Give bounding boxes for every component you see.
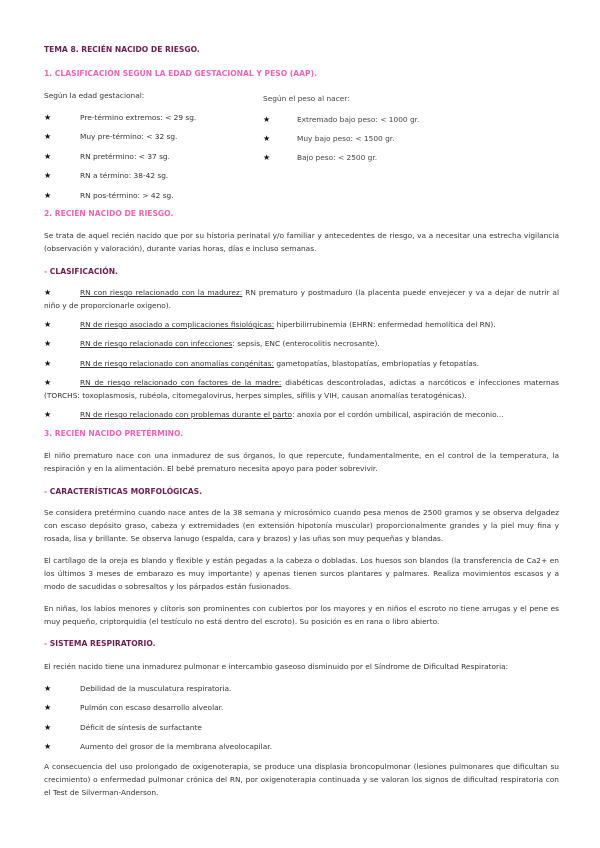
list-item [44,337,559,350]
list-item [44,408,559,421]
risk-text: gametopatías, blastopatías, embriopatías y fetopatías. [274,359,479,368]
star-bullet-icon: ★ [44,288,52,297]
list-item-text: RN pretérmino: < 37 sg. [80,152,170,161]
list-item [263,151,377,164]
list-item-text: Bajo peso: < 2500 gr. [297,153,378,162]
morphology-paragraph-3: En niñas, los labios menores y clítoris son prominentes con cubiertos por los mayores y en niños el escroto no tiene arrugas y el pene es muy pequeño, criptorquidia (el testículo no está dentro del escroto). Su posición es en rana o libro abierto. [44,604,559,626]
risk-text: : anoxia por el cordón umbilical, aspiración de meconio... [292,410,504,419]
list-item [44,318,559,331]
list-item [44,150,170,163]
risk-label: RN de riesgo asociado a complicaciones fisiológicas: [80,320,275,329]
star-bullet-icon: ★ [44,684,52,693]
list-item-text: Déficit de síntesis de surfactante [80,723,202,732]
risk-text: diabéticas descontroladas, adictas a narcóticos e infecciones maternas (TORCHS: toxoplasmosis, rubéola, citomegalovirus, herpes simples, sífilis y VIH, causan anomalías teratogénicas). [44,378,560,400]
risk-label: RN de riesgo relacionado con factores de la madre: [80,378,282,387]
list-item-text: Extremado bajo peso: < 1000 gr. [297,115,420,124]
star-bullet-icon: ★ [44,191,52,200]
list-item-text: Muy pre-término: < 32 sg. [80,132,178,141]
section-3-intro: El niño prematuro nace con una inmadurez de sus órganos, lo que repercute, fundamentalmente, en el control de la temperatura, la respiración y en la alimentación. El bebé prematuro necesita apoyo para poder sobrevivir. [44,451,559,473]
list-item [44,376,559,402]
morphology-heading: - CARACTERÍSTICAS MORFOLÓGICAS. [44,487,203,496]
star-bullet-icon: ★ [44,171,52,180]
section-2-intro: Se trata de aquel recién nacido que por su historia perinatal y/o familiar y antecedentes de riesgo, va a necesitar una estrecha vigilancia (observación y valoración), durante varias horas, días e incluso semanas. [44,231,559,253]
section-2-heading: 2. RECIÉN NACIDO DE RIESGO. [44,209,174,218]
star-bullet-icon: ★ [44,410,52,419]
list-item-text: Pre-término extremos: < 29 sg. [80,113,197,122]
list-item-text: Aumento del grosor de la membrana alveolocapilar. [80,742,272,751]
star-bullet-icon: ★ [44,359,52,368]
star-bullet-icon: ★ [44,723,52,732]
list-item-text: Debilidad de la musculatura respiratoria. [80,684,232,693]
risk-label: RN de riesgo relacionado con anomalías congénitas: [80,359,275,368]
section-3-heading: 3. RECIÉN NACIDO PRETÉRMINO. [44,429,184,438]
morphology-paragraph-1: Se considera pretérmino cuando nace antes de la 38 semana y microsómico cuando pesa menos de 2500 gramos y se observa delgadez con escaso depósito graso, cabeza y extremidades (en extensión hipotonía muscular) proporcionalmente grandes y la piel muy fina y rosada, lisa y brillante. Se observa lanugo (espalda, cara y brazos) y las uñas son muy pequeñas y blandas. [44,508,559,543]
risk-text: hiperbilirrubinemia (EHRN: enfermedad hemolítica del RN). [274,320,496,329]
list-item [44,169,168,182]
list-item [44,721,202,734]
document-title: TEMA 8. RECIÉN NACIDO DE RIESGO. [44,45,200,54]
respiratory-intro: El recién nacido tiene una inmadurez pulmonar e intercambio gaseoso disminuido por el Síndrome de Dificultad Respiratoria: [44,662,509,671]
list-item [44,682,231,695]
star-bullet-icon: ★ [44,339,52,348]
list-item [44,357,559,370]
list-item [44,701,223,714]
star-bullet-icon: ★ [44,152,52,161]
list-item [44,740,272,753]
star-bullet-icon: ★ [44,320,52,329]
birth-weight-label: Según el peso al nacer: [263,94,350,103]
respiratory-conclusion: A consecuencia del uso prolongado de oxigenoterapia, se produce una displasia broncopulmonar (lesiones pulmonares que dificultan su crecimiento) o enfermedad pulmonar crónica del RN, por oxigenoterapia continuada y se valoran los signos de dificultad respiratoria con el Test de Silverman-Anderson. [44,762,559,797]
star-bullet-icon: ★ [263,153,271,162]
star-bullet-icon: ★ [263,115,271,124]
list-item [263,113,419,126]
risk-label: RN de riesgo relacionado con infecciones [80,339,233,348]
list-item-text: Muy bajo peso: < 1500 gr. [297,134,395,143]
risk-label: RN con riesgo relacionado con la madurez: [80,288,243,297]
risk-text: : sepsis, ENC (enterocolitis necrosante). [232,339,380,348]
risk-text: RN prematuro y postmaduro (la placenta puede envejecer y va a dejar de nutrir al niño y de proporcionarle oxígeno). [44,288,559,310]
list-item-text: Pulmón con escaso desarrollo alveolar. [80,703,224,712]
star-bullet-icon: ★ [44,742,52,751]
star-bullet-icon: ★ [44,703,52,712]
star-bullet-icon: ★ [263,134,271,143]
star-bullet-icon: ★ [44,132,52,141]
list-item [44,130,177,143]
list-item [44,111,196,124]
classification-heading: - CLASIFICACIÓN. [44,267,118,276]
star-bullet-icon: ★ [44,113,52,122]
list-item-text: RN pos-término: > 42 sg. [80,191,174,200]
list-item [263,132,394,145]
list-item [44,189,174,202]
star-bullet-icon: ★ [44,378,52,387]
respiratory-heading: - SISTEMA RESPIRATORIO. [44,639,156,648]
gestational-age-label: Según la edad gestacional: [44,91,145,100]
section-1-heading: 1. CLASIFICACIÓN SEGÚN LA EDAD GESTACIONAL Y PESO (AAP). [44,69,317,78]
list-item-text: RN a término: 38-42 sg. [80,171,169,180]
list-item [44,286,559,312]
risk-label: RN de riesgo relacionado con problemas durante el parto [80,410,293,419]
morphology-paragraph-2: El cartílago de la oreja es blando y flexible y están pegadas a la cabeza o dobladas. Los huesos son blandos (la transferencia de Ca2+ en los últimos 3 meses de embarazo es muy importante) y apenas tienen surcos plantares y palmares. Realiza movimientos escasos y a modo de sacudidas o sobresaltos y los párpados están fusionados. [44,556,559,591]
